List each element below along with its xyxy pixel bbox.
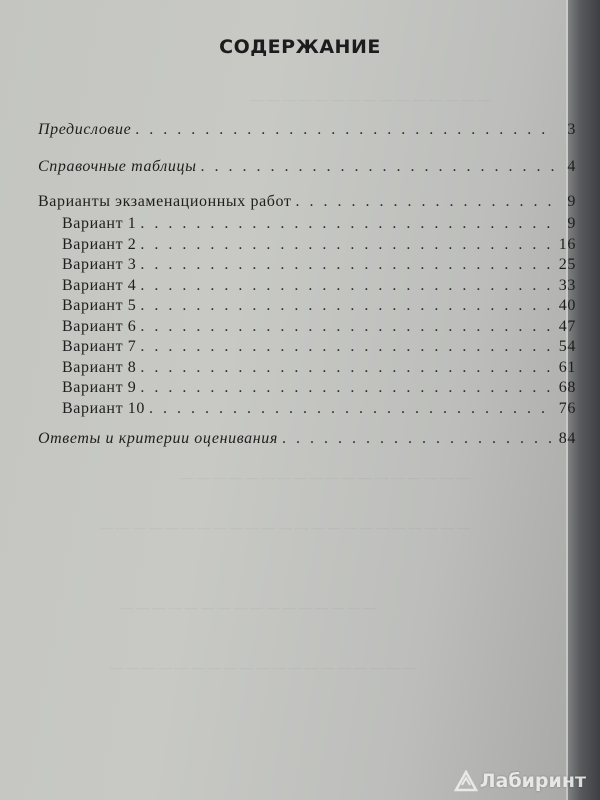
toc-entry-label: Вариант 4 (62, 277, 137, 294)
toc-entry-variant-3[interactable] (62, 256, 576, 276)
toc-title: СОДЕРЖАНИЕ (219, 36, 381, 58)
toc-entry-label: Вариант 10 (62, 400, 145, 417)
toc-entry-variant-8[interactable] (62, 359, 576, 379)
toc-entry-variant-7[interactable] (62, 338, 576, 358)
toc-entry-page: 54 (558, 338, 576, 355)
toc-entry-page: 16 (558, 236, 576, 253)
labirint-watermark (454, 770, 586, 792)
toc-entry-label: Предисловие (38, 121, 132, 138)
watermark-text: Лабиринт (479, 770, 586, 792)
toc-entry-page: 3 (567, 121, 576, 138)
toc-entry-label: Вариант 6 (62, 318, 137, 335)
toc-entry-answers[interactable] (38, 430, 576, 450)
toc-entry-page: 25 (558, 256, 576, 273)
toc-entry-exam-variants[interactable] (38, 193, 576, 213)
toc-leader-dots (140, 318, 554, 336)
labirint-logo-icon (454, 770, 478, 792)
toc-entry-label: Справочные таблицы (38, 158, 197, 175)
toc-entry-label: Вариант 3 (62, 256, 137, 273)
toc-leader-dots (140, 359, 554, 377)
show-through-text: — — — — — — — — — — — — — — — — — — (180, 470, 470, 485)
toc-entry-page: 47 (558, 318, 576, 335)
show-through-text: — — — — — — — — — — — — — — — — — — — (110, 660, 416, 675)
toc-entry-variant-2[interactable] (62, 236, 576, 256)
toc-entry-page: 9 (567, 215, 576, 232)
toc-entry-page: 40 (558, 297, 576, 314)
toc-entry-label: Вариант 1 (62, 215, 137, 232)
toc-entry-page: 61 (558, 359, 576, 376)
toc-entry-page: 4 (567, 158, 576, 175)
toc-leader-dots (296, 193, 556, 211)
toc-leader-dots (149, 400, 555, 418)
toc-entry-label: Ответы и критерии оценивания (38, 430, 278, 447)
toc-entry-label: Вариант 9 (62, 379, 137, 396)
toc-leader-dots (201, 158, 556, 176)
toc-leader-dots (282, 430, 555, 448)
toc-entry-variant-5[interactable] (62, 297, 576, 317)
toc-entry-reference-tables[interactable] (38, 158, 576, 178)
toc-entry-page: 68 (558, 379, 576, 396)
toc-entry-preface[interactable] (38, 121, 576, 141)
toc-entry-variant-9[interactable] (62, 379, 576, 399)
toc-leader-dots (135, 121, 556, 139)
toc-entry-page: 9 (567, 193, 576, 210)
show-through-text: — — — — — — — — — — — — — — — — (120, 600, 377, 615)
toc-leader-dots (140, 236, 554, 254)
toc-entry-label: Вариант 7 (62, 338, 137, 355)
toc-leader-dots (140, 379, 554, 397)
toc-entry-label: Варианты экзаменационных работ (38, 193, 292, 210)
show-through-text: — — — — — — — — — — — — — — — (250, 92, 491, 107)
toc-entry-label: Вариант 8 (62, 359, 137, 376)
toc-entry-label: Вариант 5 (62, 297, 137, 314)
toc-entry-variant-1[interactable] (62, 215, 576, 235)
toc-entry-page: 84 (558, 430, 576, 447)
toc-entry-page: 76 (558, 400, 576, 417)
toc-leader-dots (140, 256, 554, 274)
toc-entry-variant-4[interactable] (62, 277, 576, 297)
toc-leader-dots (140, 215, 556, 233)
toc-entry-variant-10[interactable] (62, 400, 576, 420)
toc-entry-variant-6[interactable] (62, 318, 576, 338)
toc-leader-dots (140, 297, 554, 315)
toc-leader-dots (140, 338, 554, 356)
show-through-text: — — — — — — — — — — — — — — — — — — — — — — — (100, 520, 471, 535)
toc-leader-dots (140, 277, 554, 295)
toc-entry-page: 33 (558, 277, 576, 294)
toc-entry-label: Вариант 2 (62, 236, 137, 253)
